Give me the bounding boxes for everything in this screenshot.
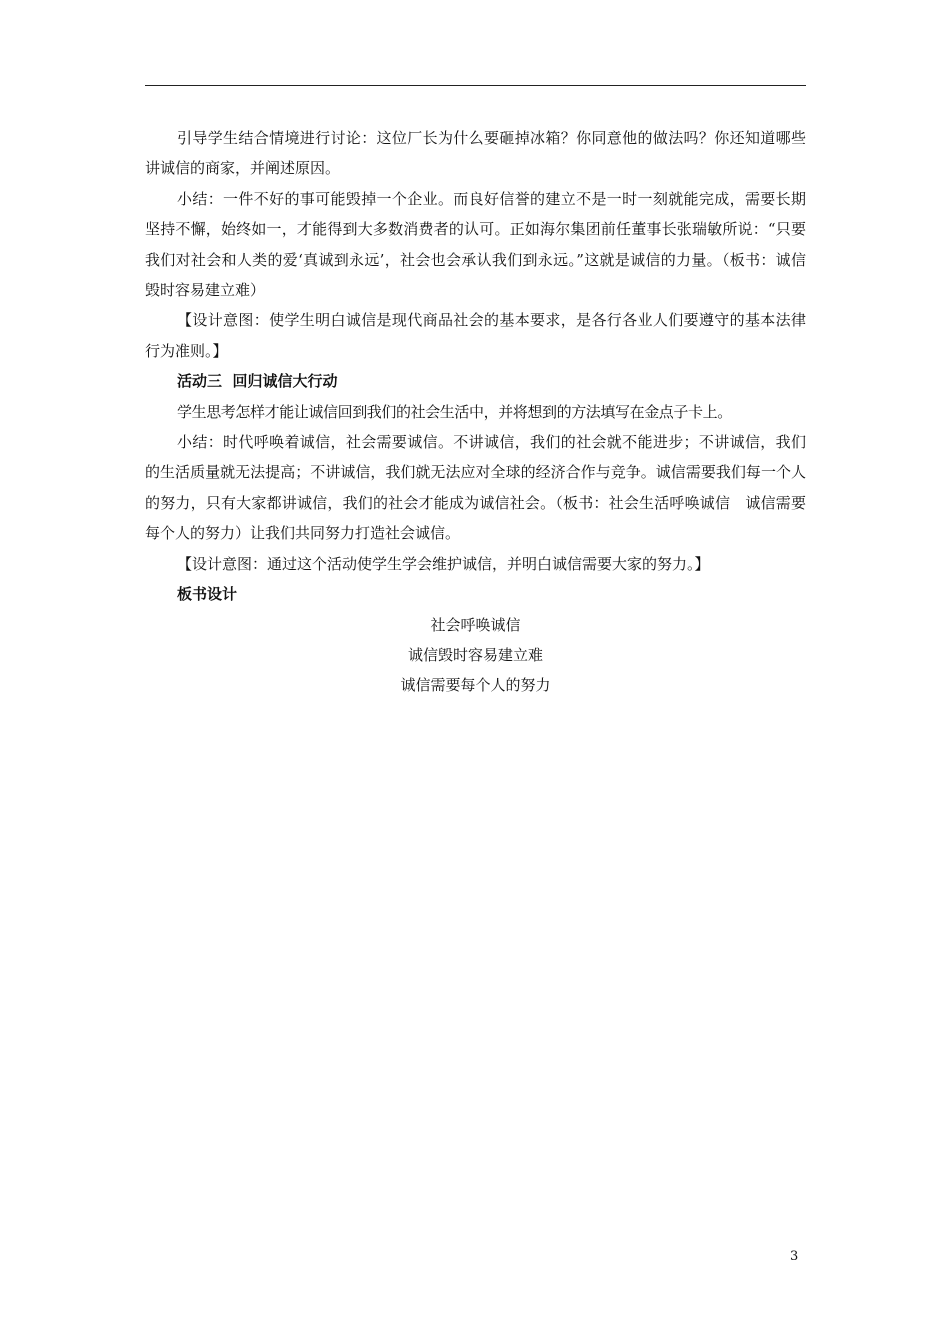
activity-three-design-intent: 【设计意图：通过这个活动使学生学会维护诚信，并明白诚信需要大家的努力。】 <box>177 554 710 573</box>
board-line: 诚信毁时容易建立难 <box>407 645 543 664</box>
activity-three-summary: 小结：时代呼唤着诚信，社会需要诚信。不讲诚信，我们的社会就不能进步；不讲诚信，我们的生活质量就无法提高；不讲诚信，我们就无法应对全球的经济合作与竞争。诚信需要我们每一个人的努力，只有大家都讲诚信，我们的社会才能成为诚信社会。（板书：社会生活呼唤诚信 诚信需要每个人的努力）让我们共同努力打造社会诚信。 <box>145 433 806 543</box>
paragraph-summary: 小结：一件不好的事可能毁掉一个企业。而良好信誉的建立不是一时一刻就能完成，需要长期坚持不懈，始终如一，才能得到大多数消费者的认可。正如海尔集团前任董事长张瑞敏所说：“只要我们对社会和人类的爱‘真诚到永远’，社会也会承认我们到永远。”这就是诚信的力量。（板书：诚信毁时容易建立难） <box>145 189 806 300</box>
board-line: 社会呼唤诚信 <box>430 615 521 634</box>
document-body <box>145 123 806 701</box>
board-line: 诚信需要每个人的努力 <box>400 676 551 695</box>
activity-three-task: 学生思考怎样才能让诚信回到我们的社会生活中，并将想到的方法填写在金点子卡上。 <box>177 402 732 421</box>
board-design-lines <box>145 610 806 701</box>
paragraph-discussion: 引导学生结合情境进行讨论：这位厂长为什么要砸掉冰箱？你同意他的做法吗？你还知道哪些讲诚信的商家，并阐述原因。 <box>145 129 806 178</box>
header-rule <box>145 85 806 86</box>
page-number: 3 <box>790 1249 799 1264</box>
paragraph-design-intent: 【设计意图：使学生明白诚信是现代商品社会的基本要求，是各行各业人们要遵守的基本法律行为准则。】 <box>145 311 806 360</box>
activity-three-heading: 活动三 回归诚信大行动 <box>177 372 338 391</box>
board-design-heading: 板书设计 <box>177 585 238 604</box>
